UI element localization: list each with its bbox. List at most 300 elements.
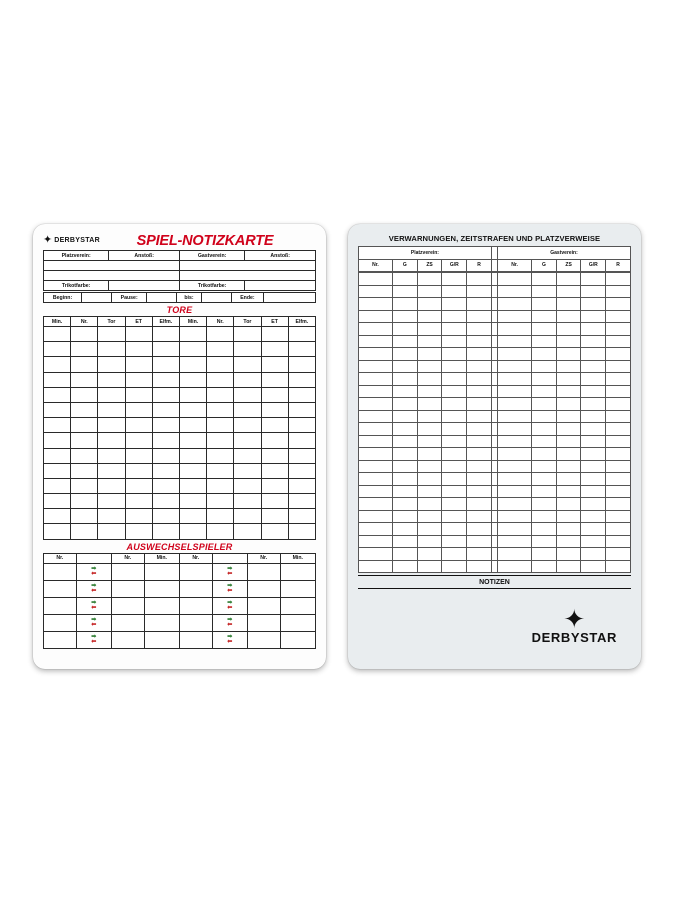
goals-cell[interactable]	[152, 387, 179, 402]
cards-cell[interactable]	[417, 348, 442, 361]
cards-cell[interactable]	[556, 485, 581, 498]
cards-cell[interactable]	[359, 323, 393, 336]
cards-cell[interactable]	[606, 310, 631, 323]
cards-cell[interactable]	[467, 298, 492, 311]
cards-cell[interactable]	[417, 310, 442, 323]
cards-cell[interactable]	[359, 548, 393, 561]
cards-cell[interactable]	[581, 448, 606, 461]
cards-cell[interactable]	[556, 410, 581, 423]
goals-cell[interactable]	[98, 357, 125, 372]
goals-cell[interactable]	[71, 478, 98, 493]
cards-cell[interactable]	[581, 498, 606, 511]
goals-cell[interactable]	[44, 387, 71, 402]
cards-cell[interactable]	[467, 285, 492, 298]
subs-cell[interactable]	[111, 580, 144, 597]
ende-field[interactable]	[264, 293, 316, 303]
cards-cell[interactable]	[556, 510, 581, 523]
goals-cell[interactable]	[207, 418, 234, 433]
cards-cell[interactable]	[556, 560, 581, 573]
goals-cell[interactable]	[44, 418, 71, 433]
cards-cell[interactable]	[606, 535, 631, 548]
goals-cell[interactable]	[44, 478, 71, 493]
cards-cell[interactable]	[393, 535, 418, 548]
cards-cell[interactable]	[498, 348, 532, 361]
goals-cell[interactable]	[261, 387, 288, 402]
goals-cell[interactable]	[234, 372, 261, 387]
goals-cell[interactable]	[44, 327, 71, 342]
goals-cell[interactable]	[261, 524, 288, 539]
cards-cell[interactable]	[556, 348, 581, 361]
cards-cell[interactable]	[532, 423, 557, 436]
goals-cell[interactable]	[98, 433, 125, 448]
cards-cell[interactable]	[359, 485, 393, 498]
cards-cell[interactable]	[556, 460, 581, 473]
cards-cell[interactable]	[581, 485, 606, 498]
goals-cell[interactable]	[234, 327, 261, 342]
cards-cell[interactable]	[532, 498, 557, 511]
cards-cell[interactable]	[581, 360, 606, 373]
cards-cell[interactable]	[606, 560, 631, 573]
goals-cell[interactable]	[261, 494, 288, 509]
cards-cell[interactable]	[606, 510, 631, 523]
goals-cell[interactable]	[179, 387, 206, 402]
cards-cell[interactable]	[393, 385, 418, 398]
goals-cell[interactable]	[152, 448, 179, 463]
cards-cell[interactable]	[467, 348, 492, 361]
goals-cell[interactable]	[71, 418, 98, 433]
cards-cell[interactable]	[606, 285, 631, 298]
cards-cell[interactable]	[417, 423, 442, 436]
cards-cell[interactable]	[393, 398, 418, 411]
goals-cell[interactable]	[288, 524, 315, 539]
cards-cell[interactable]	[581, 385, 606, 398]
goals-cell[interactable]	[261, 478, 288, 493]
cards-cell[interactable]	[556, 310, 581, 323]
goals-cell[interactable]	[234, 387, 261, 402]
cards-cell[interactable]	[417, 410, 442, 423]
cards-cell[interactable]	[359, 498, 393, 511]
goals-cell[interactable]	[125, 524, 152, 539]
cards-cell[interactable]	[359, 373, 393, 386]
cards-cell[interactable]	[393, 310, 418, 323]
goals-cell[interactable]	[44, 433, 71, 448]
cards-cell[interactable]	[581, 535, 606, 548]
goals-cell[interactable]	[152, 372, 179, 387]
home-team-field-2[interactable]	[44, 271, 180, 281]
goals-cell[interactable]	[261, 448, 288, 463]
subs-cell[interactable]	[280, 580, 315, 597]
cards-cell[interactable]	[417, 448, 442, 461]
cards-cell[interactable]	[467, 448, 492, 461]
cards-cell[interactable]	[393, 510, 418, 523]
cards-cell[interactable]	[532, 335, 557, 348]
cards-cell[interactable]	[442, 548, 467, 561]
cards-cell[interactable]	[417, 560, 442, 573]
subs-cell[interactable]	[144, 631, 179, 648]
cards-cell[interactable]	[359, 448, 393, 461]
cards-cell[interactable]	[581, 273, 606, 286]
goals-cell[interactable]	[98, 327, 125, 342]
cards-cell[interactable]	[606, 448, 631, 461]
goals-cell[interactable]	[288, 342, 315, 357]
goals-cell[interactable]	[179, 448, 206, 463]
cards-cell[interactable]	[417, 485, 442, 498]
away-team-field-2[interactable]	[179, 271, 315, 281]
goals-cell[interactable]	[207, 387, 234, 402]
goals-cell[interactable]	[44, 509, 71, 524]
goals-cell[interactable]	[207, 478, 234, 493]
cards-cell[interactable]	[393, 285, 418, 298]
cards-cell[interactable]	[467, 323, 492, 336]
cards-cell[interactable]	[532, 410, 557, 423]
cards-cell[interactable]	[606, 360, 631, 373]
cards-cell[interactable]	[467, 460, 492, 473]
subs-cell[interactable]	[44, 614, 77, 631]
goals-cell[interactable]	[71, 357, 98, 372]
cards-cell[interactable]	[498, 323, 532, 336]
goals-cell[interactable]	[44, 342, 71, 357]
goals-cell[interactable]	[288, 357, 315, 372]
cards-cell[interactable]	[442, 460, 467, 473]
cards-cell[interactable]	[581, 560, 606, 573]
cards-cell[interactable]	[556, 360, 581, 373]
cards-cell[interactable]	[532, 310, 557, 323]
goals-cell[interactable]	[234, 402, 261, 417]
goals-cell[interactable]	[71, 402, 98, 417]
cards-cell[interactable]	[498, 385, 532, 398]
subs-cell[interactable]	[179, 631, 212, 648]
cards-cell[interactable]	[417, 510, 442, 523]
goals-cell[interactable]	[125, 357, 152, 372]
cards-cell[interactable]	[417, 473, 442, 486]
cards-cell[interactable]	[532, 398, 557, 411]
cards-cell[interactable]	[581, 460, 606, 473]
cards-cell[interactable]	[606, 435, 631, 448]
cards-cell[interactable]	[581, 335, 606, 348]
goals-cell[interactable]	[71, 448, 98, 463]
cards-cell[interactable]	[532, 460, 557, 473]
cards-cell[interactable]	[442, 423, 467, 436]
cards-cell[interactable]	[442, 373, 467, 386]
goals-cell[interactable]	[179, 494, 206, 509]
goals-cell[interactable]	[234, 509, 261, 524]
cards-cell[interactable]	[393, 323, 418, 336]
cards-cell[interactable]	[606, 548, 631, 561]
goals-cell[interactable]	[71, 433, 98, 448]
cards-cell[interactable]	[393, 460, 418, 473]
goals-cell[interactable]	[152, 494, 179, 509]
goals-cell[interactable]	[207, 372, 234, 387]
subs-cell[interactable]	[179, 597, 212, 614]
cards-cell[interactable]	[417, 273, 442, 286]
cards-cell[interactable]	[532, 435, 557, 448]
goals-cell[interactable]	[288, 372, 315, 387]
subs-cell[interactable]	[111, 597, 144, 614]
cards-cell[interactable]	[467, 523, 492, 536]
cards-cell[interactable]	[498, 560, 532, 573]
goals-cell[interactable]	[98, 372, 125, 387]
goals-cell[interactable]	[179, 509, 206, 524]
cards-cell[interactable]	[359, 348, 393, 361]
goals-cell[interactable]	[152, 418, 179, 433]
cards-cell[interactable]	[467, 435, 492, 448]
subs-cell[interactable]	[111, 563, 144, 580]
goals-cell[interactable]	[152, 478, 179, 493]
cards-cell[interactable]	[556, 285, 581, 298]
cards-cell[interactable]	[498, 360, 532, 373]
cards-cell[interactable]	[606, 498, 631, 511]
goals-cell[interactable]	[44, 357, 71, 372]
cards-cell[interactable]	[393, 523, 418, 536]
subs-cell[interactable]	[179, 580, 212, 597]
cards-cell[interactable]	[498, 548, 532, 561]
home-shirt-field[interactable]	[109, 281, 180, 291]
cards-cell[interactable]	[359, 510, 393, 523]
cards-cell[interactable]	[442, 323, 467, 336]
goals-cell[interactable]	[152, 342, 179, 357]
goals-cell[interactable]	[44, 494, 71, 509]
cards-cell[interactable]	[359, 285, 393, 298]
cards-cell[interactable]	[556, 548, 581, 561]
cards-cell[interactable]	[393, 498, 418, 511]
away-shirt-field[interactable]	[245, 281, 316, 291]
cards-cell[interactable]	[393, 560, 418, 573]
subs-cell[interactable]	[44, 631, 77, 648]
goals-cell[interactable]	[288, 327, 315, 342]
cards-cell[interactable]	[359, 335, 393, 348]
goals-cell[interactable]	[152, 524, 179, 539]
subs-cell[interactable]	[280, 597, 315, 614]
cards-cell[interactable]	[359, 523, 393, 536]
goals-cell[interactable]	[261, 418, 288, 433]
cards-cell[interactable]	[498, 410, 532, 423]
cards-cell[interactable]	[442, 485, 467, 498]
goals-cell[interactable]	[44, 463, 71, 478]
cards-cell[interactable]	[606, 460, 631, 473]
cards-cell[interactable]	[581, 310, 606, 323]
goals-cell[interactable]	[207, 509, 234, 524]
cards-cell[interactable]	[532, 485, 557, 498]
subs-cell[interactable]	[247, 631, 280, 648]
goals-cell[interactable]	[288, 494, 315, 509]
cards-cell[interactable]	[532, 560, 557, 573]
subs-cell[interactable]	[144, 597, 179, 614]
cards-cell[interactable]	[498, 448, 532, 461]
cards-cell[interactable]	[467, 560, 492, 573]
cards-cell[interactable]	[532, 510, 557, 523]
cards-cell[interactable]	[467, 473, 492, 486]
cards-cell[interactable]	[606, 473, 631, 486]
cards-cell[interactable]	[606, 485, 631, 498]
goals-cell[interactable]	[179, 524, 206, 539]
subs-cell[interactable]	[179, 563, 212, 580]
cards-cell[interactable]	[498, 335, 532, 348]
cards-cell[interactable]	[606, 523, 631, 536]
subs-cell[interactable]	[44, 580, 77, 597]
cards-cell[interactable]	[393, 435, 418, 448]
cards-cell[interactable]	[393, 548, 418, 561]
cards-cell[interactable]	[359, 410, 393, 423]
cards-cell[interactable]	[532, 360, 557, 373]
cards-cell[interactable]	[498, 460, 532, 473]
goals-cell[interactable]	[207, 357, 234, 372]
goals-cell[interactable]	[44, 524, 71, 539]
cards-cell[interactable]	[532, 298, 557, 311]
subs-cell[interactable]	[44, 563, 77, 580]
goals-cell[interactable]	[179, 433, 206, 448]
goals-cell[interactable]	[234, 418, 261, 433]
subs-cell[interactable]	[111, 614, 144, 631]
goals-cell[interactable]	[98, 402, 125, 417]
goals-cell[interactable]	[152, 509, 179, 524]
goals-cell[interactable]	[125, 463, 152, 478]
goals-cell[interactable]	[98, 342, 125, 357]
goals-cell[interactable]	[179, 463, 206, 478]
cards-cell[interactable]	[498, 435, 532, 448]
cards-cell[interactable]	[442, 385, 467, 398]
goals-cell[interactable]	[125, 327, 152, 342]
goals-cell[interactable]	[152, 402, 179, 417]
cards-cell[interactable]	[556, 535, 581, 548]
cards-cell[interactable]	[556, 435, 581, 448]
cards-cell[interactable]	[442, 410, 467, 423]
subs-cell[interactable]	[280, 631, 315, 648]
cards-cell[interactable]	[581, 373, 606, 386]
goals-cell[interactable]	[44, 372, 71, 387]
cards-cell[interactable]	[359, 473, 393, 486]
subs-cell[interactable]	[111, 631, 144, 648]
cards-cell[interactable]	[467, 335, 492, 348]
goals-cell[interactable]	[179, 478, 206, 493]
cards-cell[interactable]	[417, 435, 442, 448]
goals-cell[interactable]	[152, 433, 179, 448]
cards-cell[interactable]	[498, 373, 532, 386]
cards-cell[interactable]	[556, 523, 581, 536]
goals-cell[interactable]	[98, 478, 125, 493]
cards-cell[interactable]	[581, 423, 606, 436]
cards-cell[interactable]	[467, 498, 492, 511]
cards-cell[interactable]	[467, 360, 492, 373]
cards-cell[interactable]	[606, 335, 631, 348]
cards-cell[interactable]	[581, 473, 606, 486]
cards-cell[interactable]	[442, 335, 467, 348]
cards-cell[interactable]	[467, 485, 492, 498]
goals-cell[interactable]	[261, 509, 288, 524]
cards-cell[interactable]	[467, 385, 492, 398]
cards-cell[interactable]	[417, 498, 442, 511]
cards-cell[interactable]	[532, 348, 557, 361]
cards-cell[interactable]	[359, 398, 393, 411]
goals-cell[interactable]	[288, 463, 315, 478]
cards-cell[interactable]	[359, 460, 393, 473]
cards-cell[interactable]	[556, 373, 581, 386]
goals-cell[interactable]	[125, 402, 152, 417]
goals-cell[interactable]	[98, 448, 125, 463]
cards-cell[interactable]	[417, 360, 442, 373]
cards-cell[interactable]	[393, 298, 418, 311]
goals-cell[interactable]	[261, 402, 288, 417]
cards-cell[interactable]	[498, 485, 532, 498]
cards-cell[interactable]	[498, 273, 532, 286]
cards-cell[interactable]	[417, 535, 442, 548]
cards-cell[interactable]	[581, 398, 606, 411]
away-team-field[interactable]	[179, 261, 315, 271]
goals-cell[interactable]	[207, 433, 234, 448]
subs-cell[interactable]	[144, 580, 179, 597]
cards-cell[interactable]	[581, 548, 606, 561]
goals-cell[interactable]	[125, 387, 152, 402]
goals-cell[interactable]	[288, 402, 315, 417]
goals-cell[interactable]	[207, 463, 234, 478]
goals-cell[interactable]	[261, 342, 288, 357]
cards-cell[interactable]	[606, 323, 631, 336]
goals-cell[interactable]	[234, 433, 261, 448]
cards-cell[interactable]	[556, 423, 581, 436]
goals-cell[interactable]	[288, 478, 315, 493]
cards-cell[interactable]	[417, 385, 442, 398]
goals-cell[interactable]	[234, 524, 261, 539]
cards-cell[interactable]	[606, 373, 631, 386]
cards-cell[interactable]	[581, 285, 606, 298]
cards-cell[interactable]	[581, 510, 606, 523]
subs-cell[interactable]	[144, 563, 179, 580]
cards-cell[interactable]	[393, 473, 418, 486]
cards-cell[interactable]	[606, 348, 631, 361]
goals-cell[interactable]	[71, 372, 98, 387]
cards-cell[interactable]	[442, 398, 467, 411]
cards-cell[interactable]	[532, 373, 557, 386]
cards-cell[interactable]	[581, 523, 606, 536]
cards-cell[interactable]	[467, 535, 492, 548]
cards-cell[interactable]	[393, 335, 418, 348]
cards-cell[interactable]	[498, 498, 532, 511]
goals-cell[interactable]	[207, 448, 234, 463]
cards-cell[interactable]	[442, 310, 467, 323]
goals-cell[interactable]	[125, 494, 152, 509]
cards-cell[interactable]	[442, 498, 467, 511]
cards-cell[interactable]	[442, 298, 467, 311]
cards-cell[interactable]	[532, 473, 557, 486]
goals-cell[interactable]	[261, 372, 288, 387]
cards-cell[interactable]	[393, 485, 418, 498]
goals-cell[interactable]	[288, 433, 315, 448]
cards-cell[interactable]	[417, 548, 442, 561]
goals-cell[interactable]	[152, 463, 179, 478]
cards-cell[interactable]	[417, 460, 442, 473]
cards-cell[interactable]	[359, 535, 393, 548]
cards-cell[interactable]	[532, 523, 557, 536]
subs-cell[interactable]	[280, 614, 315, 631]
cards-cell[interactable]	[498, 510, 532, 523]
cards-cell[interactable]	[532, 323, 557, 336]
subs-cell[interactable]	[44, 597, 77, 614]
cards-cell[interactable]	[581, 298, 606, 311]
goals-cell[interactable]	[71, 463, 98, 478]
cards-cell[interactable]	[359, 273, 393, 286]
goals-cell[interactable]	[44, 402, 71, 417]
cards-cell[interactable]	[393, 448, 418, 461]
cards-cell[interactable]	[532, 285, 557, 298]
cards-cell[interactable]	[359, 360, 393, 373]
goals-cell[interactable]	[98, 387, 125, 402]
subs-cell[interactable]	[247, 597, 280, 614]
goals-cell[interactable]	[125, 509, 152, 524]
goals-cell[interactable]	[261, 357, 288, 372]
goals-cell[interactable]	[234, 448, 261, 463]
cards-cell[interactable]	[467, 373, 492, 386]
goals-cell[interactable]	[288, 418, 315, 433]
begin-field[interactable]	[82, 293, 112, 303]
